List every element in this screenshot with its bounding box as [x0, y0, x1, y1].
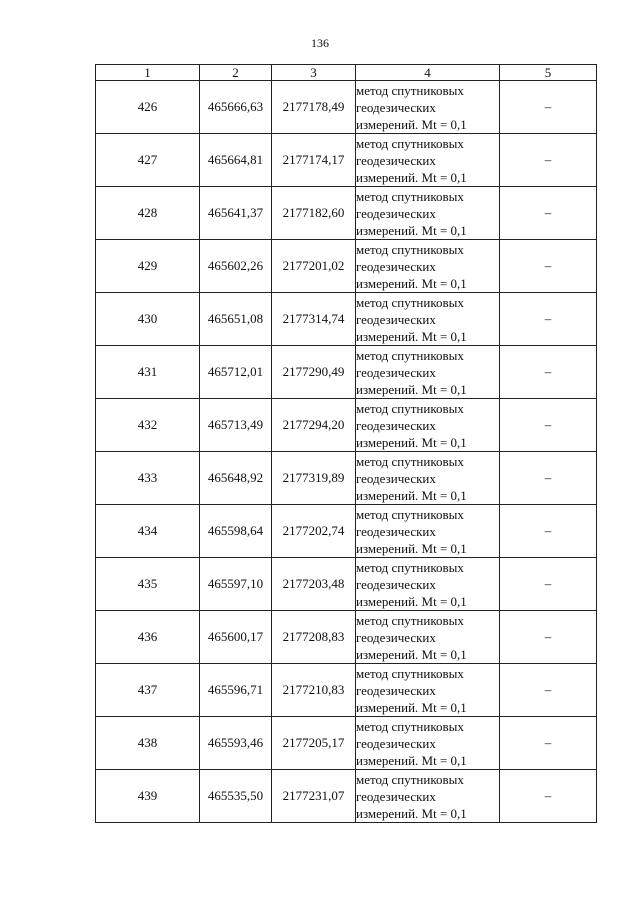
method-cell: [356, 770, 500, 823]
method-line: метод спутниковых: [356, 347, 464, 363]
method-line: геодезических: [356, 735, 436, 751]
method-line: метод спутниковых: [356, 453, 464, 469]
table-row: [96, 134, 597, 187]
method-line: метод спутниковых: [356, 400, 464, 416]
method-line: метод спутниковых: [356, 559, 464, 575]
method-line: измерений. Mt = 0,1: [356, 434, 467, 450]
method-line: геодезических: [356, 682, 436, 698]
method-cell: [356, 187, 500, 240]
table-row: [96, 770, 597, 823]
y-coordinate-cell: 2177203,48: [272, 558, 356, 611]
x-coordinate-cell: 465641,37: [200, 187, 272, 240]
method-line: геодезических: [356, 311, 436, 327]
description-cell: –: [500, 558, 597, 611]
table-row: [96, 187, 597, 240]
method-line: метод спутниковых: [356, 718, 464, 734]
method-cell: [356, 346, 500, 399]
x-coordinate-cell: 465598,64: [200, 505, 272, 558]
y-coordinate-cell: 2177174,17: [272, 134, 356, 187]
table-row: [96, 346, 597, 399]
method-cell: [356, 558, 500, 611]
x-coordinate-cell: 465597,10: [200, 558, 272, 611]
y-coordinate-cell: 2177205,17: [272, 717, 356, 770]
method-line: геодезических: [356, 788, 436, 804]
description-cell: –: [500, 293, 597, 346]
description-cell: –: [500, 452, 597, 505]
column-header: 1: [96, 65, 200, 81]
table-row: [96, 558, 597, 611]
column-header: 3: [272, 65, 356, 81]
x-coordinate-cell: 465600,17: [200, 611, 272, 664]
method-cell: [356, 717, 500, 770]
point-number-cell: 435: [96, 558, 200, 611]
method-cell: [356, 611, 500, 664]
method-line: геодезических: [356, 576, 436, 592]
column-header: 2: [200, 65, 272, 81]
x-coordinate-cell: 465712,01: [200, 346, 272, 399]
method-cell: [356, 399, 500, 452]
point-number-cell: 428: [96, 187, 200, 240]
method-line: метод спутниковых: [356, 665, 464, 681]
table-body: [96, 81, 597, 823]
method-line: измерений. Mt = 0,1: [356, 593, 467, 609]
method-line: геодезических: [356, 99, 436, 115]
method-cell: [356, 505, 500, 558]
method-line: измерений. Mt = 0,1: [356, 752, 467, 768]
method-line: измерений. Mt = 0,1: [356, 699, 467, 715]
table-row: [96, 81, 597, 134]
y-coordinate-cell: 2177294,20: [272, 399, 356, 452]
point-number-cell: 427: [96, 134, 200, 187]
method-line: геодезических: [356, 417, 436, 433]
method-line: геодезических: [356, 205, 436, 221]
method-line: измерений. Mt = 0,1: [356, 169, 467, 185]
table-row: [96, 452, 597, 505]
method-line: геодезических: [356, 258, 436, 274]
point-number-cell: 432: [96, 399, 200, 452]
x-coordinate-cell: 465593,46: [200, 717, 272, 770]
y-coordinate-cell: 2177290,49: [272, 346, 356, 399]
y-coordinate-cell: 2177178,49: [272, 81, 356, 134]
table-row: [96, 664, 597, 717]
description-cell: –: [500, 81, 597, 134]
point-number-cell: 429: [96, 240, 200, 293]
method-line: метод спутниковых: [356, 135, 464, 151]
x-coordinate-cell: 465651,08: [200, 293, 272, 346]
y-coordinate-cell: 2177231,07: [272, 770, 356, 823]
method-line: измерений. Mt = 0,1: [356, 275, 467, 291]
y-coordinate-cell: 2177319,89: [272, 452, 356, 505]
x-coordinate-cell: 465664,81: [200, 134, 272, 187]
method-line: измерений. Mt = 0,1: [356, 540, 467, 556]
method-cell: [356, 293, 500, 346]
description-cell: –: [500, 505, 597, 558]
table-row: [96, 399, 597, 452]
point-number-cell: 438: [96, 717, 200, 770]
table-row: [96, 611, 597, 664]
y-coordinate-cell: 2177210,83: [272, 664, 356, 717]
method-line: метод спутниковых: [356, 506, 464, 522]
point-number-cell: 439: [96, 770, 200, 823]
method-line: метод спутниковых: [356, 771, 464, 787]
description-cell: –: [500, 187, 597, 240]
column-header: 5: [500, 65, 597, 81]
table-row: [96, 240, 597, 293]
x-coordinate-cell: 465648,92: [200, 452, 272, 505]
method-line: геодезических: [356, 523, 436, 539]
page-number: 136: [311, 36, 329, 50]
method-line: метод спутниковых: [356, 294, 464, 310]
table-row: [96, 293, 597, 346]
description-cell: –: [500, 717, 597, 770]
method-line: метод спутниковых: [356, 188, 464, 204]
x-coordinate-cell: 465666,63: [200, 81, 272, 134]
point-number-cell: 437: [96, 664, 200, 717]
point-number-cell: 436: [96, 611, 200, 664]
method-line: геодезических: [356, 152, 436, 168]
y-coordinate-cell: 2177314,74: [272, 293, 356, 346]
x-coordinate-cell: 465535,50: [200, 770, 272, 823]
method-cell: [356, 240, 500, 293]
table-header-row: [96, 65, 597, 81]
description-cell: –: [500, 399, 597, 452]
method-line: измерений. Mt = 0,1: [356, 487, 467, 503]
method-cell: [356, 81, 500, 134]
description-cell: –: [500, 346, 597, 399]
y-coordinate-cell: 2177202,74: [272, 505, 356, 558]
method-cell: [356, 664, 500, 717]
y-coordinate-cell: 2177208,83: [272, 611, 356, 664]
method-line: измерений. Mt = 0,1: [356, 381, 467, 397]
point-number-cell: 434: [96, 505, 200, 558]
table-row: [96, 717, 597, 770]
method-line: метод спутниковых: [356, 82, 464, 98]
method-line: измерений. Mt = 0,1: [356, 116, 467, 132]
method-line: измерений. Mt = 0,1: [356, 222, 467, 238]
method-line: геодезических: [356, 629, 436, 645]
y-coordinate-cell: 2177182,60: [272, 187, 356, 240]
point-number-cell: 433: [96, 452, 200, 505]
method-cell: [356, 452, 500, 505]
point-number-cell: 426: [96, 81, 200, 134]
x-coordinate-cell: 465713,49: [200, 399, 272, 452]
x-coordinate-cell: 465596,71: [200, 664, 272, 717]
y-coordinate-cell: 2177201,02: [272, 240, 356, 293]
table-row: [96, 505, 597, 558]
method-line: измерений. Mt = 0,1: [356, 328, 467, 344]
method-line: метод спутниковых: [356, 612, 464, 628]
description-cell: –: [500, 240, 597, 293]
method-line: измерений. Mt = 0,1: [356, 646, 467, 662]
point-number-cell: 430: [96, 293, 200, 346]
description-cell: –: [500, 611, 597, 664]
method-cell: [356, 134, 500, 187]
method-line: геодезических: [356, 364, 436, 380]
description-cell: –: [500, 664, 597, 717]
method-line: геодезических: [356, 470, 436, 486]
method-line: метод спутниковых: [356, 241, 464, 257]
description-cell: –: [500, 134, 597, 187]
coordinates-table: [95, 64, 597, 823]
method-line: измерений. Mt = 0,1: [356, 805, 467, 821]
description-cell: –: [500, 770, 597, 823]
x-coordinate-cell: 465602,26: [200, 240, 272, 293]
column-header: 4: [356, 65, 500, 81]
point-number-cell: 431: [96, 346, 200, 399]
